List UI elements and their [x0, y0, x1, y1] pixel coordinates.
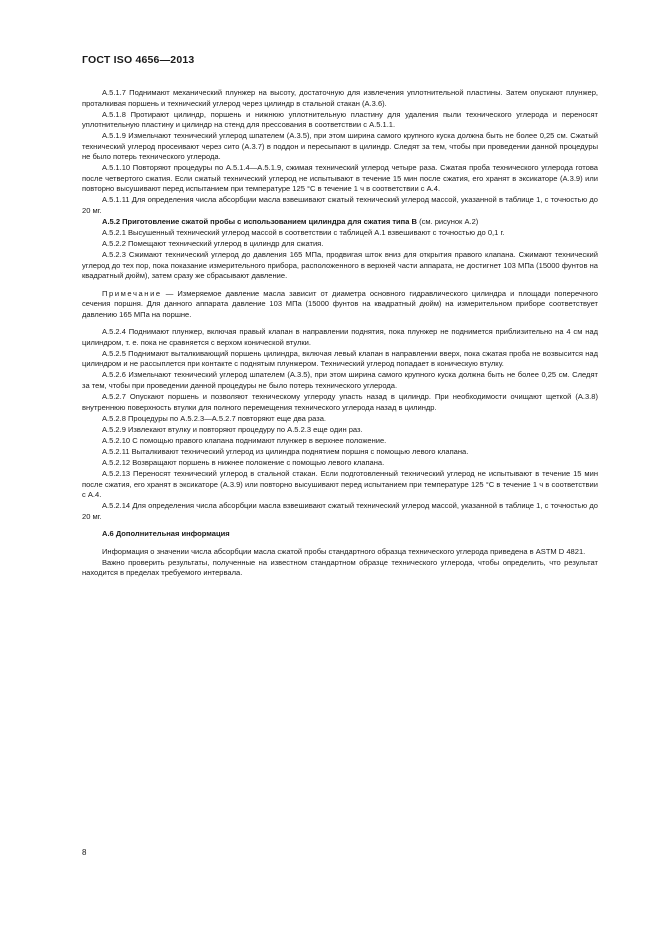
paragraph-a-5-2-5: А.5.2.5 Поднимают выталкивающий поршень цилиндра, включая левый клапан в направлении вверх, пока сжатая проба не возвысится над цилиндром и не рассыплется при контакте с поднятым плунжером. Технический углерод попадает в коническую втулку. — [82, 348, 598, 369]
note-label: Примечание — [102, 288, 162, 298]
note — [82, 289, 598, 321]
section-heading-a-6: А.6 Дополнительная информация — [102, 529, 230, 539]
paragraph-a-5-1-10: А.5.1.10 Повторяют процедуры по А.5.1.4—А.5.1.9, сжимая технический углерод четыре раза. Сжатая проба технического углерода готова после четвертого сжатия. Если сжатый технический углерод не испытывают в течение 15 мин после сжатия, его хранят в эксикаторе (А.3.9) или повторно высушивают перед испытанием при температуре 125 °С в течение 1 ч в соответствии с А.4. — [82, 163, 598, 194]
paragraph-a-5-1-7: А.5.1.7 Поднимают механический плунжер на высоту, достаточную для извлечения уплотнительной пластины. Затем опускают плунжер, проталкивая поршень и технический углерод через цилиндр в стальной стакан (А.3.6). — [82, 88, 598, 108]
paragraph-a-5-2-9: А.5.2.9 Извлекают втулку и повторяют процедуру по А.5.2.3 еще один раз. — [102, 424, 363, 434]
paragraph-a-5-1-8: А.5.1.8 Протирают цилиндр, поршень и нижнюю уплотнительную пластину для удаления пыли технического углерода и переносят уплотнительную пластину и цилиндр на стенд для прессования в соответствии с А.5.1.1. — [82, 109, 598, 130]
paragraph-a-5-2-7: А.5.2.7 Опускают поршень и позволяют техническому углероду упасть назад в цилиндр. При необходимости очищают щеткой (А.3.8) внутреннюю поверхность втулки для полного перемещения технического углерода назад в цилиндр. — [82, 392, 598, 412]
section-heading-a-5-2 — [82, 217, 598, 228]
page — [82, 54, 598, 579]
paragraph-a-5-2-14: А.5.2.14 Для определения числа абсорбции масла взвешивают сжатый технический углерод массой, указанной в таблице 1, с точностью до 20 мг. — [82, 501, 598, 521]
paragraph-a-5-2-12: А.5.2.12 Возвращают поршень в нижнее положение с помощью левого клапана. — [102, 458, 385, 467]
paragraph-info-2: Важно проверить результаты, полученные на известном стандартном образце технического углерода, чтобы определить, что результат находится в пределах требуемого интервала. — [82, 557, 598, 578]
document-header: ГОСТ ISO 4656—2013 — [82, 54, 195, 66]
section-heading-a-5-2-title: А.5.2 Приготовление сжатой пробы с использованием цилиндра для сжатия типа В — [102, 216, 417, 226]
paragraph-a-5-1-9: А.5.1.9 Измельчают технический углерод шпателем (А.3.5), при этом ширина самого крупного куска должна быть не более 0,25 см. Сжатый технический углерод просеивают через сито (А.3.7) в поддон и пересыпают в цилиндр. Следят за тем, чтобы при проведении данной процедуры не было потерь технического углерода. — [82, 131, 598, 162]
paragraph-a-5-1-11: А.5.1.11 Для определения числа абсорбции масла взвешивают сжатый технический углерод массой, указанной в таблице 1, с точностью до 20 мг. — [82, 195, 598, 215]
paragraph-a-5-2-10: А.5.2.10 С помощью правого клапана поднимают плунжер в верхнее положение. — [102, 435, 387, 445]
paragraph-a-5-2-3: А.5.2.3 Сжимают технический углерод до давления 165 МПа, продвигая шток вниз для открытия правого клапана. Сжимают технический углерод до тех пор, пока показание измерительного прибора, расположенного в верхней части аппарата, не достигнет 103 МПа (15000 фунтов на квадратный дюйм), затем сразу же сбрасывают давление. — [82, 250, 598, 281]
paragraph-a-5-2-6: А.5.2.6 Измельчают технический углерод шпателем (А.3.5), при этом ширина самого крупного куска должна быть не более 0,25 см. Следят за тем, чтобы при проведении данной процедуры не было потерь технического углерода. — [82, 370, 598, 390]
paragraph-a-5-2-4: А.5.2.4 Поднимают плунжер, включая правый клапан в направлении поднятия, пока плунжер не поднимется приблизительно на 4 см над цилиндром, т. е. пока не сравняется с верхом конической втулки. — [82, 327, 598, 347]
paragraph-a-5-2-2: А.5.2.2 Помещают технический углерод в цилиндр для сжатия. — [102, 239, 324, 249]
paragraph-a-5-2-11: А.5.2.11 Выталкивают технический углерод из цилиндра поднятием поршня с помощью левого клапана. — [102, 446, 469, 456]
paragraph-a-5-2-1: А.5.2.1 Высушенный технический углерод массой в соответствии с таблицей А.1 взвешивают с точностью до 0,1 г. — [102, 228, 505, 238]
paragraph-a-5-2-8: А.5.2.8 Процедуры по А.5.2.3—А.5.2.7 повторяют еще два раза. — [102, 413, 327, 423]
page-number: 8 — [82, 848, 87, 857]
note-text: — Измеряемое давление масла зависит от диаметра основного гидравлического цилиндра и площади поперечного сечения поршня. Для данного аппарата давление 103 МПа (15000 фунтов на квадратный дюйм) на измерительном приборе соответствует давлению 165 МПа на поршне. — [82, 288, 598, 319]
paragraph-a-5-2-13: А.5.2.13 Переносят технический углерод в стальной стакан. Если подготовленный технический углерод не испытывают в течение 15 мин после сжатия, его хранят в эксикаторе (А.3.9) или повторно высушивают перед испытанием при температуре 125 °С в течение 1 ч в соответствии с А.4. — [82, 469, 598, 500]
document-body — [82, 88, 598, 579]
paragraph-info-1: Информация о значении числа абсорбции масла сжатой пробы стандартного образца технического углерода приведена в ASTM D 4821. — [102, 546, 586, 556]
section-heading-a-5-2-ref: (см. рисунок А.2) — [416, 216, 479, 226]
